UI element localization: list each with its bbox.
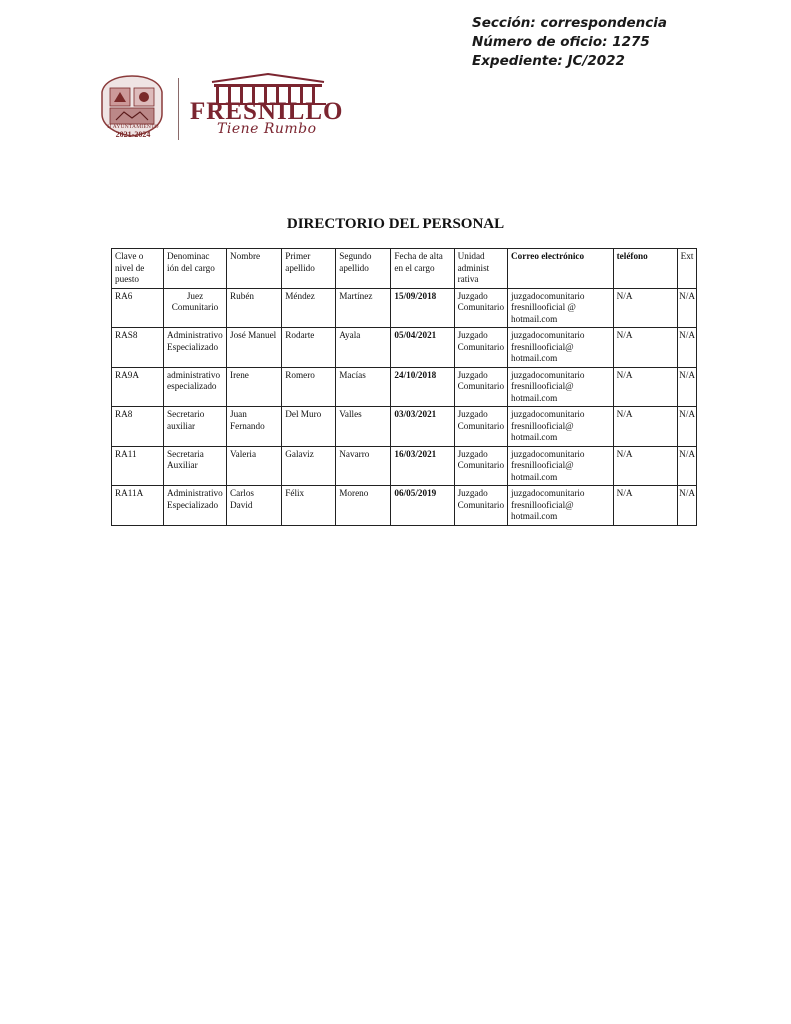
cell-ext: N/A bbox=[678, 407, 697, 447]
seal-caption: H AYUNTAMIENTO bbox=[107, 124, 159, 130]
cell-segundo-apellido: Valles bbox=[336, 407, 391, 447]
personnel-directory-table bbox=[111, 248, 697, 526]
cell-primer-apellido: Méndez bbox=[282, 288, 336, 328]
table-row bbox=[112, 486, 697, 526]
cell-primer-apellido: Félix bbox=[282, 486, 336, 526]
logo-wordmark: FRESNILLO bbox=[190, 98, 344, 125]
cell-correo: juzgadocomunitario fresnillooficial@ hotmail.com bbox=[508, 328, 614, 368]
cell-cargo: Juez Comunitario bbox=[164, 288, 227, 328]
cell-ext: N/A bbox=[678, 446, 697, 486]
cell-nombre: Rubén bbox=[227, 288, 282, 328]
header-clave: Clave o nivel de puesto bbox=[112, 249, 164, 289]
header-telefono: teléfono bbox=[613, 249, 678, 289]
cell-telefono: N/A bbox=[613, 328, 678, 368]
cell-cargo: administrativo especializado bbox=[164, 367, 227, 407]
cell-primer-apellido: Rodarte bbox=[282, 328, 336, 368]
cell-ext: N/A bbox=[678, 486, 697, 526]
cell-nombre: Carlos David bbox=[227, 486, 282, 526]
table-row bbox=[112, 407, 697, 447]
header-nombre: Nombre bbox=[227, 249, 282, 289]
header-primer-apellido: Primer apellido bbox=[282, 249, 336, 289]
cell-correo: juzgadocomunitario fresnillooficial@ hotmail.com bbox=[508, 486, 614, 526]
seal-years: 2021-2024 bbox=[115, 130, 151, 139]
cell-unidad: Juzgado Comunitario bbox=[454, 486, 507, 526]
header-fecha: Fecha de alta en el cargo bbox=[391, 249, 454, 289]
cell-telefono: N/A bbox=[613, 446, 678, 486]
cell-clave: RA11 bbox=[112, 446, 164, 486]
cell-clave: RA6 bbox=[112, 288, 164, 328]
cell-ext: N/A bbox=[678, 328, 697, 368]
cell-cargo: Secretaria Auxiliar bbox=[164, 446, 227, 486]
header-ext: Ext bbox=[678, 249, 697, 289]
cell-correo: juzgadocomunitario fresnillooficial@ hotmail.com bbox=[508, 446, 614, 486]
cell-cargo: Administrativo Especializado bbox=[164, 328, 227, 368]
table-row bbox=[112, 367, 697, 407]
cell-cargo: Administrativo Especializado bbox=[164, 486, 227, 526]
cell-correo: juzgadocomunitario fresnillooficial @ hotmail.com bbox=[508, 288, 614, 328]
cell-nombre: Valeria bbox=[227, 446, 282, 486]
cell-telefono: N/A bbox=[613, 486, 678, 526]
cell-cargo: Secretario auxiliar bbox=[164, 407, 227, 447]
table-header-row bbox=[112, 249, 697, 289]
cell-fecha: 16/03/2021 bbox=[391, 446, 454, 486]
table-row bbox=[112, 446, 697, 486]
cell-primer-apellido: Romero bbox=[282, 367, 336, 407]
cell-clave: RA8 bbox=[112, 407, 164, 447]
cell-segundo-apellido: Navarro bbox=[336, 446, 391, 486]
table-row bbox=[112, 328, 697, 368]
cell-segundo-apellido: Martínez bbox=[336, 288, 391, 328]
document-title: DIRECTORIO DEL PERSONAL bbox=[286, 216, 505, 232]
header-segundo-apellido: Segundo apellido bbox=[336, 249, 391, 289]
header-unidad: Unidad administ rativa bbox=[454, 249, 507, 289]
logo-divider bbox=[178, 78, 179, 140]
cell-correo: juzgadocomunitario fresnillooficial@ hotmail.com bbox=[508, 407, 614, 447]
cell-unidad: Juzgado Comunitario bbox=[454, 328, 507, 368]
file-number-line: Expediente: JC/2022 bbox=[472, 53, 625, 69]
cell-telefono: N/A bbox=[613, 367, 678, 407]
cell-unidad: Juzgado Comunitario bbox=[454, 288, 507, 328]
logo-tagline: Tiene Rumbo bbox=[217, 121, 317, 137]
cell-correo: juzgadocomunitario fresnillooficial@ hotmail.com bbox=[508, 367, 614, 407]
cell-fecha: 03/03/2021 bbox=[391, 407, 454, 447]
cell-ext: N/A bbox=[678, 288, 697, 328]
cell-fecha: 05/04/2021 bbox=[391, 328, 454, 368]
header-denominacion: Denominac ión del cargo bbox=[164, 249, 227, 289]
cell-fecha: 15/09/2018 bbox=[391, 288, 454, 328]
office-number-line: Número de oficio: 1275 bbox=[472, 34, 650, 50]
cell-nombre: Irene bbox=[227, 367, 282, 407]
cell-clave: RA9A bbox=[112, 367, 164, 407]
cell-telefono: N/A bbox=[613, 288, 678, 328]
section-line: Sección: correspondencia bbox=[472, 15, 667, 31]
cell-unidad: Juzgado Comunitario bbox=[454, 446, 507, 486]
cell-telefono: N/A bbox=[613, 407, 678, 447]
cell-primer-apellido: Del Muro bbox=[282, 407, 336, 447]
cell-fecha: 06/05/2019 bbox=[391, 486, 454, 526]
cell-segundo-apellido: Moreno bbox=[336, 486, 391, 526]
cell-nombre: José Manuel bbox=[227, 328, 282, 368]
cell-segundo-apellido: Macías bbox=[336, 367, 391, 407]
cell-clave: RAS8 bbox=[112, 328, 164, 368]
cell-ext: N/A bbox=[678, 367, 697, 407]
table-row bbox=[112, 288, 697, 328]
cell-unidad: Juzgado Comunitario bbox=[454, 367, 507, 407]
cell-primer-apellido: Galaviz bbox=[282, 446, 336, 486]
header-correo: Correo electrónico bbox=[508, 249, 614, 289]
cell-clave: RA11A bbox=[112, 486, 164, 526]
document-header-meta bbox=[472, 14, 667, 71]
cell-fecha: 24/10/2018 bbox=[391, 367, 454, 407]
cell-segundo-apellido: Ayala bbox=[336, 328, 391, 368]
cell-nombre: Juan Fernando bbox=[227, 407, 282, 447]
cell-unidad: Juzgado Comunitario bbox=[454, 407, 507, 447]
